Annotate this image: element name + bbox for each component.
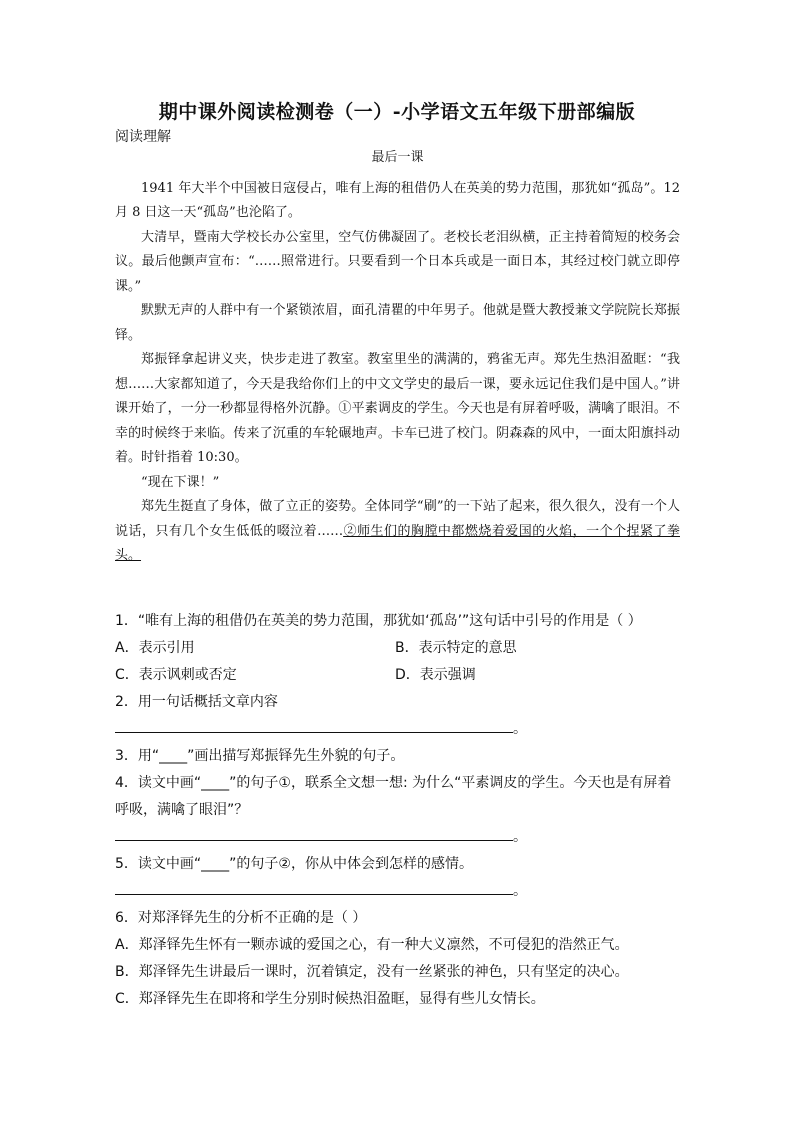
answer-blank[interactable]: [115, 880, 513, 895]
question-4: 4．读文中画“____”的句子①，联系全文想一想: 为什么“平素调皮的学生。今天也是有屏着呼吸，满噙了眼泪”？: [115, 775, 672, 818]
passage-paragraph-3: 默默无声的人群中有一个紧锁浓眉，面孔清瞿的中年男子。他就是暨大教授兼文学院院长郑振铎。: [115, 303, 680, 343]
question-1-option-a: A．表示引用: [115, 640, 195, 656]
question-6-option-c: C．郑泽铎先生在即将和学生分别时候热泪盈眶，显得有些儿女情长。: [115, 991, 545, 1007]
passage-paragraph-2: 大清早，暨南大学校长办公室里，空气仿佛凝固了。老校长老泪纵横，正主持着简短的校务会议。最后他颤声宣布：“……照常进行。只要看到一个日本兵或是一面日本，其经过校门就立即停课。”: [115, 229, 680, 294]
passage-title: 最后一课: [371, 150, 424, 165]
question-6-option-a: A．郑泽铎先生怀有一颗赤诚的爱国之心，有一种大义凛然，不可侵犯的浩然正气。: [115, 937, 629, 953]
question-6-option-b: B．郑泽铎先生讲最后一课时，沉着镇定，没有一丝紧张的神色，只有坚定的决心。: [115, 964, 629, 980]
passage-paragraph-6: [115, 495, 680, 569]
question-1: 1．“唯有上海的租借仍在英美的势力范围，那犹如‘孤岛’”这句话中引号的作用是（ ）: [115, 613, 642, 629]
question-3: 3．用“____”画出描写郑振铎先生外貌的句子。: [115, 748, 405, 764]
question-1-option-b: B．表示特定的意思: [395, 640, 517, 656]
reading-passage: [115, 146, 680, 569]
worksheet-title: 期中课外阅读检测卷（一）-小学语文五年级下册部编版: [158, 101, 636, 123]
passage-paragraph-1: 1941 年大半个中国被日寇侵占，唯有上海的租借仍人在英美的势力范围，那犹如“孤岛”。12 月 8 日这一天“孤岛”也沦陷了。: [115, 180, 680, 220]
section-label: 阅读理解: [115, 129, 171, 145]
question-4-answer-line[interactable]: [115, 824, 685, 851]
question-5: 5．读文中画“____”的句子②，你从中体会到怎样的感情。: [115, 856, 473, 872]
answer-end-mark: 。: [513, 829, 527, 845]
question-1-option-d: D．表示强调: [395, 667, 476, 683]
question-1-option-c: C．表示讽刺或否定: [115, 667, 237, 683]
sentence-2-underlined: ②师生们的胸膛中都燃烧着爱国的火焰，一个个捏紧了拳头。: [115, 523, 680, 563]
passage-paragraph-6-text: 郑先生挺直了身体，做了立正的姿势。全体同学“刷”的一下站了起来，很久很久，没有一个人说话，只有几个女生低低的啜泣着……: [115, 499, 680, 539]
question-2: 2．用一句话概括文章内容: [115, 694, 278, 710]
sentence-1: ①平素调皮的学生。今天也是有屏着呼吸，满噙了眼泪。不幸的时候终于来临。传来了沉重的车轮碾地声。卡车已进了校门。阴森森的风中，一面太阳旗抖动着。时针指着 10:30。: [115, 401, 680, 465]
passage-paragraph-4-text: 郑振铎拿起讲义夹，快步走进了教室。教室里坐的满满的，鸦雀无声。郑先生热泪盈眶：“我想……大家都知道了，今天是我给你们上的中文文学史的最后一课，要永远记住我们是中国人。”讲课开始了，一分一秒都显得格外沉静。: [115, 352, 680, 416]
question-2-answer-line[interactable]: [115, 716, 685, 743]
answer-blank[interactable]: [115, 718, 513, 733]
answer-blank[interactable]: [115, 826, 513, 841]
question-1-options-row-1: [115, 635, 685, 662]
question-1-options-row-2: [115, 662, 685, 689]
answer-end-mark: 。: [513, 721, 527, 737]
passage-paragraph-4: [115, 348, 680, 471]
question-5-answer-line[interactable]: [115, 878, 685, 905]
passage-paragraph-5: “现在下课！”: [141, 474, 220, 490]
answer-end-mark: 。: [513, 883, 527, 899]
question-6: 6．对郑泽铎先生的分析不正确的是（ ）: [115, 910, 367, 926]
questions-section: [115, 608, 685, 1013]
